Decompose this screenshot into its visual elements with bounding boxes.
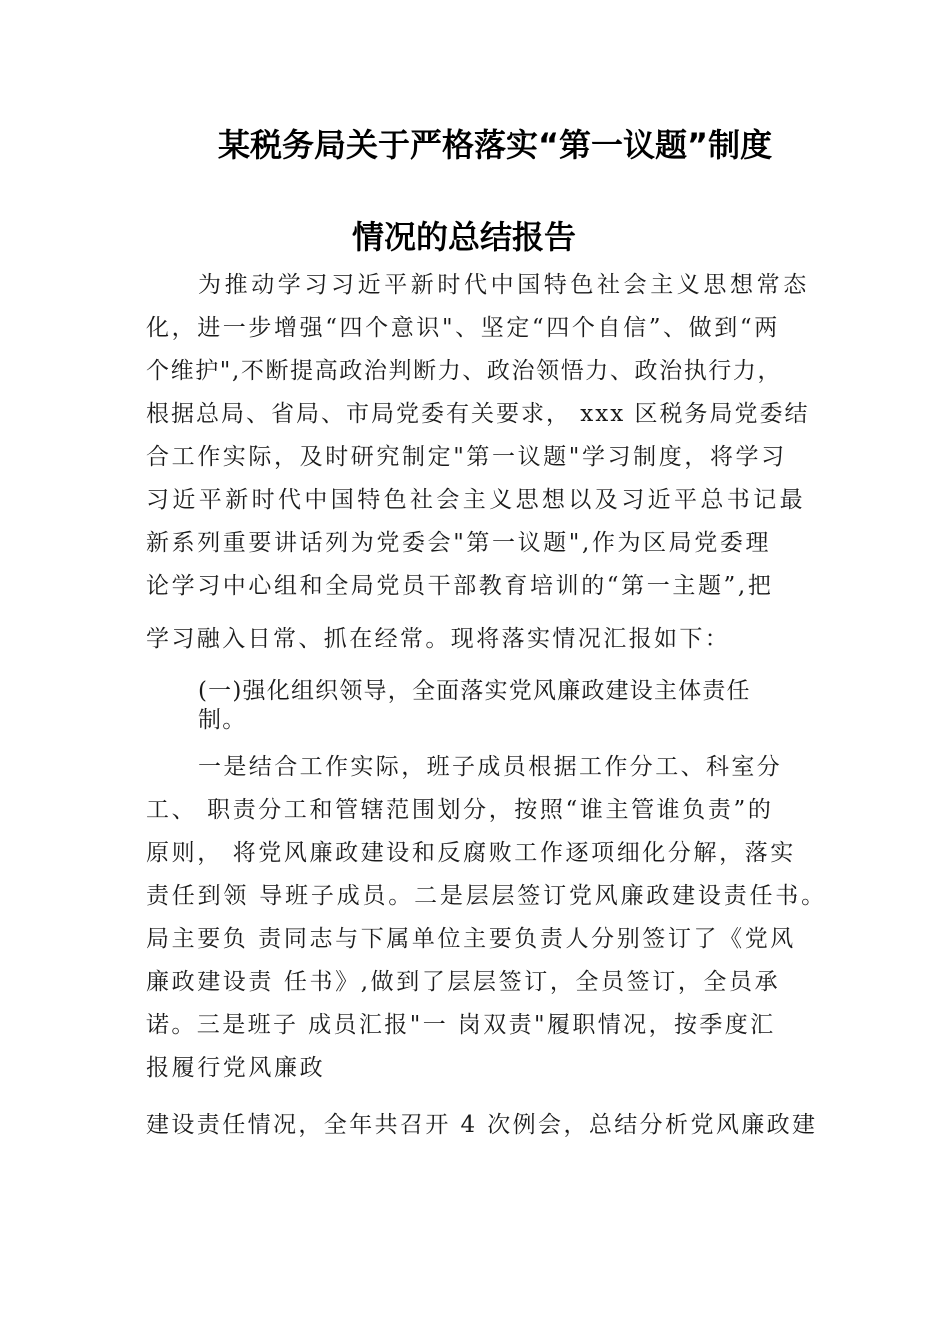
document-title-line-2: 情况的总结报告 [352,218,577,256]
text-line: 责任到领 导班子成员。二是层层签订党风廉政建设责任书。 [146,883,827,909]
text-line: 廉政建设责 任书》,做到了层层签订，全员签订，全员承 [146,969,781,995]
document-title-line-1: 某税务局关于严格落实“第一议题”制度 [218,126,773,164]
text-line: 合工作实际，及时研究制定"第一议题"学习制度，将学习 [146,444,787,470]
text-line: 建设责任情况，全年共召开 4 次例会，总结分析党风廉政建 [146,1112,818,1138]
text-line: 工、 职责分工和管辖范围划分，按照“谁主管谁负责”的 [146,797,774,823]
text-line: 诺。三是班子 成员汇报"一 岗双责"履职情况，按季度汇 [146,1012,776,1038]
text-line: 学习融入日常、抓在经常。现将落实情况汇报如下： [146,626,731,652]
text-line: 新系列重要讲话列为党委会"第一议题",作为区局党委理 [146,530,772,556]
text-line: 为推动学习习近平新时代中国特色社会主义思想常态 [198,272,810,298]
text-line: 化，进一步增强“四个意识"、坚定“四个自信”、做到“两 [146,315,780,341]
text-line: 个维护",不断提高政治判断力、政治领悟力、政治执行力， [146,358,783,384]
text-line: 论学习中心组和全局党员干部教育培训的“第一主题”,把 [146,573,774,599]
text-line: 报履行党风廉政 [146,1055,326,1081]
section-heading-line: 制。 [198,707,247,733]
text-line: 原则， 将党风廉政建设和反腐败工作逐项细化分解，落实 [146,840,796,866]
section-heading-line: (一)强化组织领导，全面落实党风廉政建设主体责任 [198,678,751,704]
text-line: 一是结合工作实际，班子成员根据工作分工、科室分 [198,754,783,780]
text-line: 根据总局、省局、市局党委有关要求， xxx 区税务局党委结 [146,401,810,427]
text-line: 局主要负 责同志与下属单位主要负责人分别签订了《党风 [146,926,796,952]
text-line: 习近平新时代中国特色社会主义思想以及习近平总书记最 [146,487,806,513]
